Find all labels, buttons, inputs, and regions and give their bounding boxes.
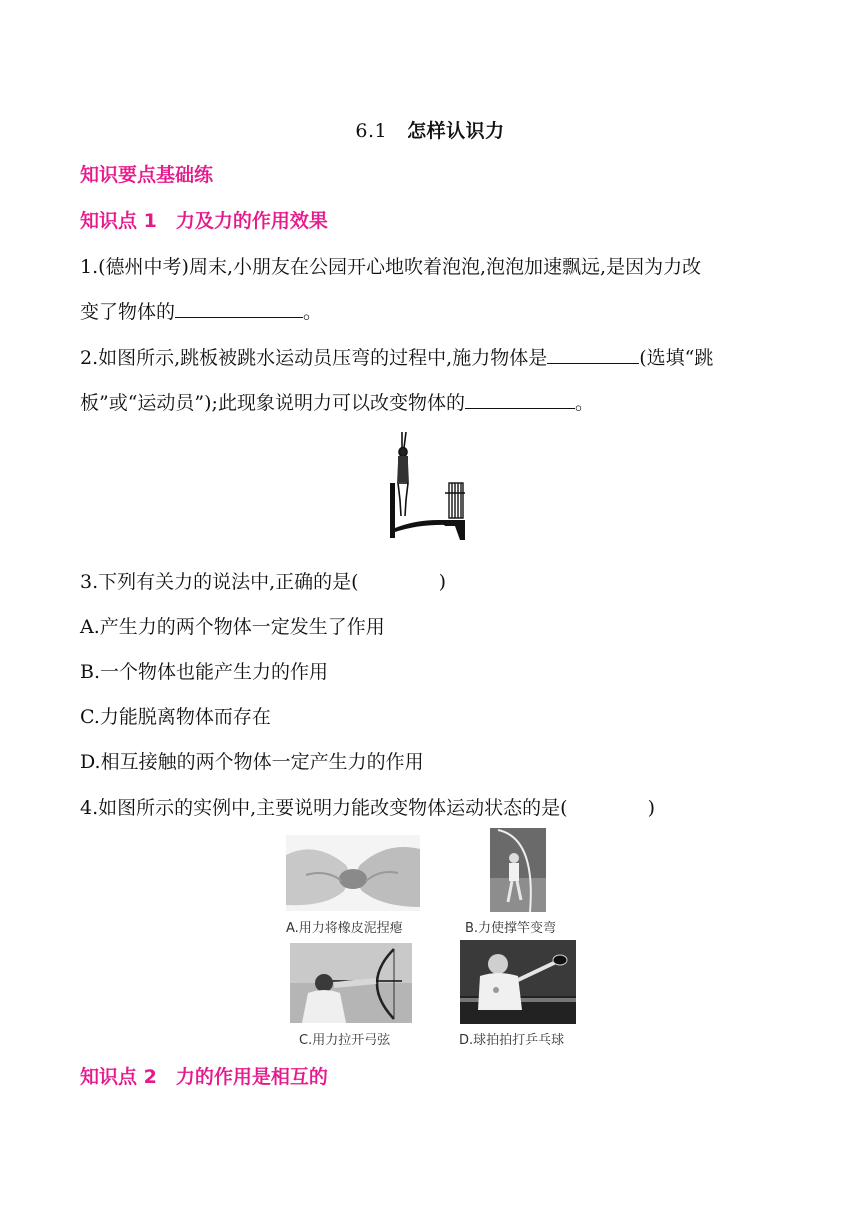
caption-a: A.用力将橡皮泥捏瘪 (286, 921, 403, 936)
photo-c-archer (290, 943, 412, 1023)
q2-answer-blank-1[interactable] (547, 345, 639, 364)
q1-line1: 1.(德州中考)周末,小朋友在公园开心地吹着泡泡,泡泡加速飘远,是因为力改 (80, 256, 702, 278)
q4-stem-end: ) (647, 797, 656, 819)
title-text: 怎样认识力 (407, 120, 505, 142)
q3-stem-end: ) (438, 571, 447, 593)
q4-stem-text: 4.如图所示的实例中,主要说明力能改变物体运动状态的是( (80, 797, 568, 819)
q2-line2-text: 板”或“运动员”);此现象说明力可以改变物体的 (80, 392, 465, 414)
knowledge-point-2-heading: 知识点 2 力的作用是相互的 (80, 1066, 328, 1088)
q3-option-c: C.力能脱离物体而存在 (80, 706, 271, 728)
diving-board-figure (385, 428, 475, 543)
caption-b: B.力使撑竿变弯 (465, 921, 557, 936)
q3-option-d: D.相互接触的两个物体一定产生力的作用 (80, 751, 424, 773)
photo-b-pole-vault (490, 828, 546, 912)
q2-line2 (80, 388, 594, 415)
q2-line2-end: 。 (574, 392, 594, 414)
title-number: 6.1 (355, 120, 388, 142)
photo-a-hands-clay (286, 835, 420, 911)
page-title (0, 116, 860, 143)
section-heading-basic: 知识要点基础练 (80, 164, 214, 186)
q2-answer-blank-2[interactable] (465, 390, 575, 409)
q3-stem-text: 3.下列有关力的说法中,正确的是( (80, 571, 359, 593)
q1-answer-blank[interactable] (175, 299, 303, 318)
q2-line1 (80, 343, 713, 370)
q1-line2 (80, 297, 322, 324)
q1-line2-end: 。 (303, 301, 323, 323)
caption-d: D.球拍拍打乒乓球 (459, 1033, 565, 1048)
q2-line1-text: 2.如图所示,跳板被跳水运动员压弯的过程中,施力物体是 (80, 347, 548, 369)
q3-stem (80, 567, 446, 594)
q3-option-a: A.产生力的两个物体一定发生了作用 (80, 616, 385, 638)
knowledge-point-1-heading: 知识点 1 力及力的作用效果 (80, 210, 328, 232)
caption-c: C.用力拉开弓弦 (299, 1033, 391, 1048)
q1-line2-text: 变了物体的 (80, 301, 176, 323)
q4-stem (80, 793, 655, 820)
photo-d-table-tennis (460, 940, 576, 1024)
q3-option-b: B.一个物体也能产生力的作用 (80, 661, 329, 683)
q2-line1-end: (选填“跳 (639, 347, 714, 369)
